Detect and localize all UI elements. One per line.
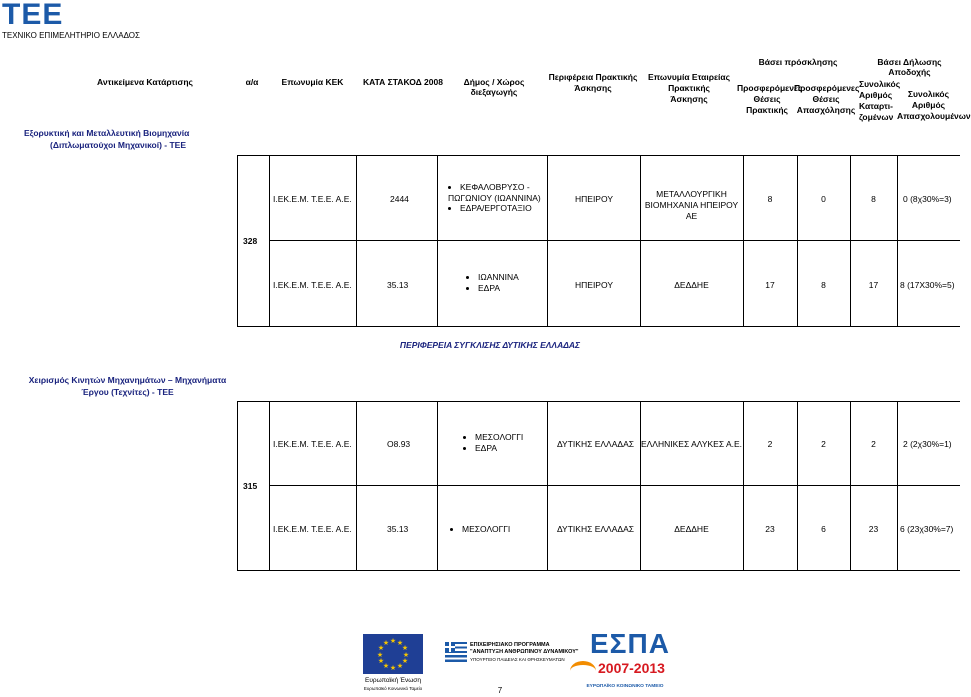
header-total-trainees-line: Συνολικός (859, 79, 901, 89)
table-row-practice: 23 (765, 524, 775, 534)
table-row-employment: 0 (821, 194, 826, 204)
table-row-region: ΗΠΕΙΡΟΥ (575, 194, 613, 204)
place-item: • ΜΕΣΟΛΟΓΓΙ (462, 524, 510, 535)
header-offered-employment-line: Προσφερόμενες (794, 83, 860, 93)
header-total-trainees-line: Αριθμός (859, 90, 893, 100)
section2-aa: 315 (243, 481, 258, 491)
place-item: • ΜΕΣΟΛΟΓΓΙ (475, 432, 523, 443)
svg-text:★: ★ (401, 644, 409, 652)
table-row-places (450, 524, 510, 535)
greek-flag-icon (445, 642, 467, 662)
table-row-practice: 8 (767, 194, 773, 204)
svg-text:★: ★ (389, 637, 397, 645)
espa-years: 2007-2013 (598, 660, 665, 676)
header-aa: α/α (245, 77, 259, 87)
header-company (640, 72, 738, 105)
table-row-kek: Ι.ΕΚ.Ε.Μ. Τ.Ε.Ε. Α.Ε. (273, 524, 352, 534)
place-item (448, 182, 548, 203)
espa-swoosh-icon (570, 661, 596, 681)
table-row-region: ΔΥΤΙΚΗΣ ΕΛΛΑΔΑΣ (557, 439, 634, 449)
eu-line2: Ευρωπαϊκό Κοινωνικό Ταμείο (363, 686, 423, 691)
section1-subject-line: (Διπλωματούχοι Μηχανικοί) - ΤΕΕ (50, 140, 187, 150)
svg-text:★: ★ (389, 664, 397, 672)
espa-logo (570, 628, 680, 693)
table-row-kek: Ι.ΕΚ.Ε.Μ. Τ.Ε.Ε. Α.Ε. (273, 194, 352, 204)
table-row-company (640, 189, 743, 222)
header-kek-name: Επωνυμία ΚΕΚ (281, 77, 344, 87)
header-offered-practice (737, 83, 803, 116)
header-company-line: Επωνυμία Εταιρείας Πρακτικής (647, 72, 731, 93)
svg-text:★: ★ (377, 644, 385, 652)
header-company-line: Άσκησης (670, 94, 708, 104)
place-item: • ΕΔΡΑ (478, 283, 519, 294)
section1-aa: 328 (243, 236, 258, 246)
gr-line2: "ΑΝΑΠΤΥΞΗ ΑΝΘΡΩΠΙΝΟΥ ΔΥΝΑΜΙΚΟΥ" (470, 649, 579, 655)
table-row-region: ΗΠΕΙΡΟΥ (575, 280, 613, 290)
table-row-trainees: 2 (871, 439, 876, 449)
table-row-practice: 17 (765, 280, 775, 290)
table-row-kek: Ι.ΕΚ.Ε.Μ. Τ.Ε.Ε. Α.Ε. (273, 280, 352, 290)
place-item: • ΕΔΡΑ (475, 443, 523, 454)
table-row-employed: 8 (17Χ30%=5) (900, 280, 955, 290)
espa-wordmark: ΕΣΠΑ (590, 628, 670, 659)
table-row-places (463, 432, 523, 453)
header-total-trainees (859, 79, 899, 123)
header-offered-practice-line: Προσφερόμενες (737, 83, 803, 93)
table-row-employment: 8 (821, 280, 826, 290)
place-item: • ΕΔΡΑ/ΕΡΓΟΤΑΞΙΟ (460, 203, 548, 214)
page-number: 7 (497, 686, 503, 695)
company-line: ΒΙΟΜΗΧΑΝΙΑ ΗΠΕΙΡΟΥ ΑΕ (644, 200, 739, 221)
header-group-invite: Βάσει πρόσκλησης (758, 57, 838, 67)
place-text: ΚΕΦΑΛΟΒΡΥΣΟ - (460, 182, 530, 192)
table-row-employed: 2 (2χ30%=1) (903, 439, 952, 449)
eu-line1: Ευρωπαϊκή Ένωση (365, 677, 421, 684)
header-total-trainees-line: Καταρτι- (859, 101, 893, 111)
company-line: ΔΕΔΔΗΕ (674, 280, 709, 290)
table-row-stakod: Ο8.93 (387, 439, 411, 449)
header-offered-practice-line: Θέσεις (753, 94, 781, 104)
header-group-declaration: Βάσει Δήλωσης Αποδοχής (877, 57, 942, 77)
table-row-stakod: 35.13 (387, 280, 409, 290)
section1-subject (24, 127, 224, 151)
header-region-line: Περιφέρεια Πρακτικής (548, 72, 638, 82)
header-total-employed (897, 89, 971, 122)
gr-line1: ΕΠΙΧΕΙΡΗΣΙΑΚΟ ΠΡΟΓΡΑΜΜΑ (470, 642, 550, 648)
table-row-employment: 2 (821, 439, 826, 449)
svg-text:★: ★ (396, 639, 404, 647)
header-subjects: Αντικείμενα Κατάρτισης (97, 77, 193, 87)
tee-logo: ΤΕΕ (2, 0, 64, 31)
svg-text:★: ★ (377, 657, 385, 665)
svg-text:★: ★ (396, 662, 404, 670)
header-municipality: Δήμος / Χώρος διεξαγωγής (463, 77, 525, 97)
table-row-employed: 0 (8χ30%=3) (903, 194, 952, 204)
table-row-company (640, 524, 743, 534)
place-item: • ΙΩΑΝΝΙΝΑ (478, 272, 519, 283)
eu-flag-icon (363, 634, 423, 674)
region-heading: ΠΕΡΙΦΕΡΕΙΑ ΣΥΓΚΛΙΣΗΣ ΔΥΤΙΚΗΣ ΕΛΛΑΔΑΣ (399, 340, 581, 350)
header-region (548, 72, 638, 94)
table-row-company (640, 280, 743, 290)
place-text: ΠΩΓΩΝΙΟΥ (ΙΩΑΝΝΙΝΑ) (448, 192, 541, 203)
company-line: ΜΕΤΑΛΛΟΥΡΓΙΚΗ (656, 189, 727, 199)
header-offered-employment-line: Θέσεις (812, 94, 840, 104)
table-row-stakod: 2444 (390, 194, 409, 204)
table-row-trainees: 23 (868, 524, 879, 534)
header-total-trainees-line: ζομένων (859, 112, 894, 122)
svg-text:★: ★ (382, 662, 390, 670)
eu-logo (358, 630, 428, 697)
gr-program-logo (445, 640, 579, 670)
header-offered-employment-line: Απασχόλησης (796, 105, 856, 115)
company-line: ΔΕΔΔΗΕ (674, 524, 709, 534)
svg-text:★: ★ (402, 651, 410, 659)
table-row-places (466, 272, 519, 293)
section1-subject-line: Εξορυκτική και Μεταλλευτική Βιομηχανία (24, 128, 190, 138)
table-row-practice: 2 (767, 439, 773, 449)
table-row-trainees: 17 (868, 280, 879, 290)
section2-subject-line: Χειρισμός Κινητών Μηχανημάτων – Μηχανήματα (28, 375, 227, 385)
svg-text:★: ★ (376, 651, 384, 659)
table-row-trainees: 8 (871, 194, 876, 204)
espa-sub: ΕΥΡΩΠΑΪΚΟ ΚΟΙΝΩΝΙΚΟ ΤΑΜΕΙΟ (586, 684, 664, 689)
org-name: ΤΕΧΝΙΚΟ ΕΠΙΜΕΛΗΤΗΡΙΟ ΕΛΛΑΔΟΣ (2, 31, 140, 40)
header-offered-practice-line: Πρακτικής (746, 105, 788, 115)
header-stakod: ΚΑΤΑ ΣΤΑΚΟΔ 2008 (363, 77, 443, 87)
gr-line3: ΥΠΟΥΡΓΕΙΟ ΠΑΙΔΕΙΑΣ ΚΑΙ ΘΡΗΣΚΕΥΜΑΤΩΝ (470, 657, 565, 662)
header-region-line: Άσκησης (574, 83, 612, 93)
svg-text:★: ★ (401, 657, 409, 665)
section2-subject (20, 374, 235, 398)
section2-subject-line: Έργου (Τεχνίτες) - ΤΕΕ (81, 387, 174, 397)
table-row-region: ΔΥΤΙΚΗΣ ΕΛΛΑΔΑΣ (557, 524, 634, 534)
svg-text:★: ★ (382, 639, 390, 647)
header-total-employed-line: Συνολικός Αριθμός (907, 89, 950, 110)
table-row-employed: 6 (23χ30%=7) (900, 524, 954, 534)
table-row-employment: 6 (821, 524, 826, 534)
table-row-kek: Ι.ΕΚ.Ε.Μ. Τ.Ε.Ε. Α.Ε. (273, 439, 352, 449)
header-offered-employment (794, 83, 858, 116)
company-line: ΕΛΛΗΝΙΚΕΣ ΑΛΥΚΕΣ Α.Ε. (640, 439, 743, 449)
table-row-company (640, 439, 743, 449)
table-row-places (448, 182, 548, 214)
table-row-stakod: 35.13 (387, 524, 409, 534)
header-total-employed-line: Απασχολουμένων (897, 111, 971, 121)
